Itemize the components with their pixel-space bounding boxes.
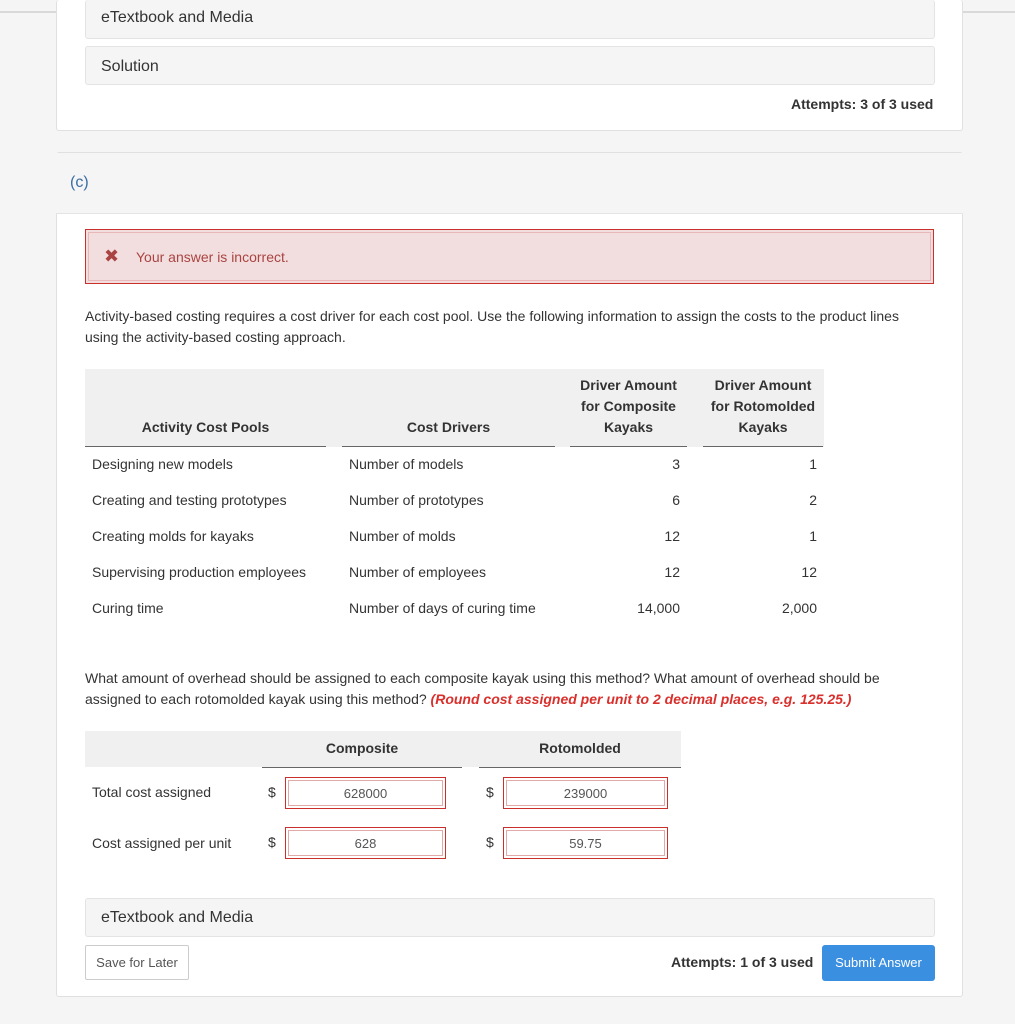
header-roto-line-1: Driver Amount bbox=[714, 377, 812, 393]
header-underline-drivers bbox=[342, 446, 555, 447]
header-cost-drivers: Cost Drivers bbox=[406, 419, 491, 435]
etextbook-link-top[interactable] bbox=[85, 0, 935, 39]
total-cost-roto-field bbox=[503, 777, 668, 809]
per-unit-roto-input[interactable] bbox=[506, 830, 665, 856]
table-row-roto: 2 bbox=[809, 492, 817, 508]
solution-label: Solution bbox=[101, 58, 159, 75]
intro-paragraph: Activity-based costing requires a cost driver for each cost pool. Use the following information to assign the costs to the product lines using the activity-based costing approach. bbox=[85, 308, 899, 345]
table-row-composite: 14,000 bbox=[637, 600, 680, 616]
header-composite-line-1: Driver Amount bbox=[580, 377, 677, 393]
question-paragraph bbox=[85, 668, 925, 710]
part-label: (c) bbox=[70, 174, 89, 191]
table-row-roto: 1 bbox=[809, 528, 817, 544]
table-row-driver: Number of days of curing time bbox=[349, 600, 536, 616]
total-cost-composite-input[interactable] bbox=[288, 780, 443, 806]
currency-symbol: $ bbox=[268, 784, 276, 800]
per-unit-roto-field bbox=[503, 827, 668, 859]
header-rotomolded: Rotomolded bbox=[539, 740, 621, 756]
attempts-top: Attempts: 3 of 3 used bbox=[791, 96, 934, 112]
table-row-pool: Creating and testing prototypes bbox=[92, 492, 287, 508]
submit-answer-button[interactable]: Submit Answer bbox=[822, 945, 935, 981]
currency-symbol: $ bbox=[486, 784, 494, 800]
header-composite: Composite bbox=[325, 740, 399, 756]
table-row-driver: Number of employees bbox=[349, 564, 486, 580]
total-cost-composite-field bbox=[285, 777, 446, 809]
header-roto-line-2: for Rotomolded bbox=[710, 398, 816, 414]
per-unit-composite-input[interactable] bbox=[288, 830, 443, 856]
rounding-note: (Round cost assigned per unit to 2 decimal places, e.g. 125.25.) bbox=[430, 691, 852, 707]
header-driver-rotomolded bbox=[703, 375, 823, 438]
alert-text: Your answer is incorrect. bbox=[136, 249, 289, 265]
save-for-later-button[interactable]: Save for Later bbox=[85, 945, 189, 980]
table-row-pool: Curing time bbox=[92, 600, 164, 616]
table-row-pool: Creating molds for kayaks bbox=[92, 528, 254, 544]
header-composite-line-2: for Composite bbox=[581, 398, 676, 414]
header-underline-composite bbox=[570, 446, 687, 447]
header-underline-answer-roto bbox=[479, 767, 681, 768]
header-composite-line-3: Kayaks bbox=[603, 419, 654, 435]
etextbook-label: eTextbook and Media bbox=[101, 909, 254, 926]
table-row-composite: 6 bbox=[672, 492, 680, 508]
table-row-composite: 3 bbox=[672, 456, 680, 472]
table-row-driver: Number of models bbox=[349, 456, 464, 472]
header-underline-pools bbox=[85, 446, 326, 447]
table-row-composite: 12 bbox=[664, 528, 680, 544]
header-underline-roto bbox=[703, 446, 823, 447]
table-row-roto: 2,000 bbox=[781, 600, 817, 616]
attempts-bottom: Attempts: 1 of 3 used bbox=[671, 954, 814, 970]
table-row-roto: 12 bbox=[801, 564, 817, 580]
per-unit-composite-field bbox=[285, 827, 446, 859]
close-x-icon: ✖ bbox=[104, 246, 120, 266]
table-row-driver: Number of prototypes bbox=[349, 492, 484, 508]
currency-symbol: $ bbox=[486, 834, 494, 850]
answer-row-label: Cost assigned per unit bbox=[92, 835, 232, 851]
header-driver-composite bbox=[570, 375, 687, 438]
etextbook-link-bottom[interactable] bbox=[85, 898, 935, 937]
solution-link[interactable] bbox=[85, 46, 935, 85]
table-row-driver: Number of molds bbox=[349, 528, 456, 544]
part-c-header bbox=[56, 153, 963, 214]
etextbook-label: eTextbook and Media bbox=[101, 9, 254, 26]
total-cost-roto-input[interactable] bbox=[506, 780, 665, 806]
table-row-pool: Supervising production employees bbox=[92, 564, 307, 580]
question-text: What amount of overhead should be assigned to each composite kayak using this method? What amount of overhead should be assigned to each rotomolded kayak using this method? bbox=[85, 670, 880, 707]
header-roto-line-3: Kayaks bbox=[738, 419, 788, 435]
table-row-composite: 12 bbox=[664, 564, 680, 580]
table-row-roto: 1 bbox=[809, 456, 817, 472]
currency-symbol: $ bbox=[268, 834, 276, 850]
header-activity-cost-pools: Activity Cost Pools bbox=[141, 419, 270, 435]
table-row-pool: Designing new models bbox=[92, 456, 233, 472]
header-underline-answer-composite bbox=[262, 767, 462, 768]
answer-row-label: Total cost assigned bbox=[92, 784, 212, 800]
incorrect-alert bbox=[85, 229, 934, 284]
